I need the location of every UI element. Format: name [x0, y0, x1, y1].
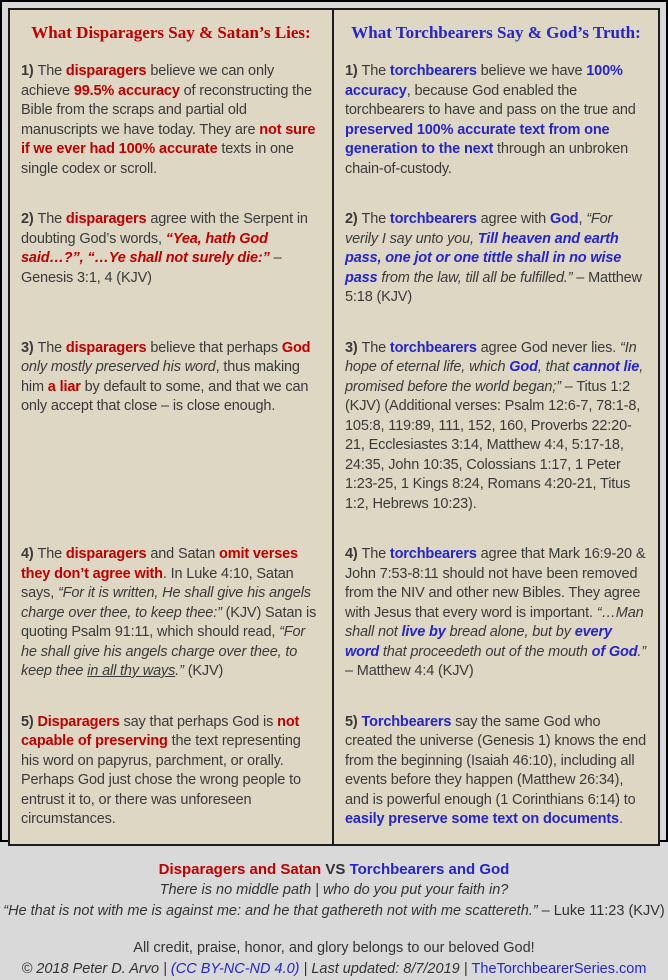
- text-segment: |: [459, 960, 472, 977]
- text-segment: believe that perhaps: [146, 339, 282, 356]
- text-segment: torchbearers: [389, 546, 477, 562]
- text-segment: .: [618, 811, 623, 827]
- footer-copyright-line: [2, 959, 666, 980]
- text-segment: The: [361, 63, 390, 79]
- left-cell-5: [10, 696, 334, 844]
- text-segment: 1): [21, 63, 38, 79]
- text-segment: 2): [345, 211, 362, 227]
- text-segment: .”: [175, 663, 184, 679]
- text-segment: There is no middle path | who do you put your faith in?: [159, 881, 509, 898]
- text-segment: VS: [321, 860, 350, 878]
- text-segment: The: [361, 339, 390, 356]
- text-segment: agree God never lies.: [476, 339, 621, 356]
- text-segment: The: [37, 63, 66, 79]
- footer: [2, 846, 666, 980]
- text-segment: “For verily I say unto you,: [345, 211, 613, 247]
- footer-luke-quote: [2, 901, 666, 922]
- cc-license-link[interactable]: (CC BY-NC-ND 4.0): [170, 960, 300, 977]
- torchbearer-series-link[interactable]: TheTorchbearerSeries.com: [471, 960, 647, 977]
- text-segment: God: [549, 211, 579, 227]
- right-cell-5: [334, 696, 658, 844]
- text-segment: say the same God who created the universe (Genesis 1) knows the end from the beginning (Isaiah 46:10), including all events before they happen (Matthew 26:34), and is powerful enough (1 Corinthians 6:14) to: [345, 713, 646, 808]
- left-column-header: What Disparagers Say & Satan’s Lies:: [10, 10, 334, 45]
- text-segment: – Genesis 3:1, 4 (KJV): [21, 250, 282, 286]
- text-segment: God: [281, 339, 311, 356]
- text-segment: texts in one single codex or scroll.: [21, 141, 294, 177]
- left-item-5: [21, 713, 322, 830]
- text-segment: only mostly preserved his word: [21, 359, 216, 375]
- right-cell-3: [334, 322, 658, 529]
- text-segment: 5): [21, 713, 38, 730]
- text-segment: “He that is not with me is against me: and he that gathereth not with me scattereth.”: [3, 902, 538, 919]
- text-segment: .”: [637, 643, 646, 660]
- text-segment: Disparagers and Satan: [158, 860, 322, 878]
- text-segment: , that: [537, 359, 574, 375]
- left-item-2: [21, 210, 322, 288]
- text-segment: |: [299, 960, 312, 977]
- right-item-1: [345, 62, 648, 179]
- text-segment: 4): [345, 546, 362, 562]
- text-segment: Disparagers: [37, 713, 120, 730]
- text-segment: Last updated: 8/7/2019: [311, 960, 460, 977]
- right-cell-1: [334, 45, 658, 193]
- text-segment: 99.5% accuracy: [73, 82, 180, 99]
- text-segment: Till heaven and earth pass, one jot or one tittle shall in no wise pass: [345, 230, 622, 286]
- right-cell-2: [334, 193, 658, 322]
- text-segment: in all thy ways: [87, 663, 176, 679]
- text-segment: – Titus 1:2 (KJV) (Additional verses: Psalm 12:6-7, 78:1-8, 105:8, 119:89, 111, 152, 160, Proverbs 22:20-21, Ecclesiastes 3:14, Matthew 4:4, 5:17-18, 24:35, John 10:35, Colossians 1:17, 1 Peter 1:23-25, 1 Kings 8:24, Romans 4:20-21, Titus 1:2, Hebrews 10:23).: [345, 378, 641, 512]
- text-segment: torchbearers: [389, 211, 477, 227]
- text-segment: agree with: [476, 211, 550, 227]
- text-segment: . In Luke 4:10, Satan says,: [21, 565, 294, 601]
- text-segment: – Matthew 5:18 (KJV): [345, 269, 642, 305]
- text-segment: Torchbearers: [361, 713, 452, 730]
- right-item-2: [345, 210, 648, 308]
- text-segment: disparagers: [65, 339, 147, 356]
- right-cell-4: [334, 528, 658, 696]
- text-segment: ,: [578, 211, 587, 227]
- text-segment: agree with the Serpent in doubting God’s words,: [21, 211, 308, 247]
- text-segment: disparagers: [65, 211, 147, 227]
- text-segment: preserved 100% accurate text from one generation to the next: [345, 121, 610, 157]
- text-segment: 1): [345, 63, 362, 79]
- text-segment: 3): [345, 339, 362, 356]
- text-segment: Torchbearers and God: [349, 860, 510, 878]
- text-segment: 100% accuracy: [345, 63, 623, 99]
- right-item-5: [345, 713, 648, 830]
- text-segment: 4): [21, 546, 38, 562]
- text-segment: The: [37, 339, 66, 356]
- comparison-table: [8, 8, 660, 846]
- text-segment: that proceedeth out of the mouth: [379, 643, 592, 660]
- text-segment: “In hope of eternal life, which: [345, 339, 637, 375]
- text-segment: live by: [401, 624, 446, 640]
- left-cell-1: [10, 45, 334, 193]
- text-segment: believe we can only achieve: [21, 63, 275, 99]
- text-segment: “For he shall give his angels charge over thee, to keep thee: [21, 624, 306, 679]
- text-segment: not sure if we ever had 100% accurate: [21, 121, 316, 157]
- text-segment: every word: [345, 624, 612, 660]
- text-segment: of God: [591, 643, 638, 660]
- text-segment: , promised before the world began;”: [345, 359, 644, 395]
- footer-vs-line: [2, 859, 666, 880]
- text-segment: and Satan: [146, 546, 219, 562]
- text-segment: through an unbroken chain-of-custody.: [345, 141, 629, 177]
- text-segment: 5): [345, 713, 362, 730]
- text-segment: say that perhaps God is: [119, 713, 278, 730]
- text-segment: The: [37, 546, 66, 562]
- text-segment: the text representing his word on papyrus, parchment, or orally. Perhaps God just chose the wrong people to entrust it to, or there was unforeseen circumstances.: [21, 733, 301, 827]
- text-segment: 3): [21, 339, 38, 356]
- text-segment: , thus making him: [21, 359, 300, 395]
- footer-credit-line: All credit, praise, honor, and glory belongs to our beloved God!: [133, 939, 535, 956]
- text-segment: by default to some, and that we can only accept that close – is close enough.: [21, 378, 309, 414]
- left-item-4: [21, 545, 322, 682]
- text-segment: of reconstructing the Bible from the scraps and partial old manuscripts we have today. They are: [21, 82, 312, 138]
- text-segment: The: [361, 546, 390, 562]
- left-item-1: [21, 62, 322, 179]
- text-segment: (KJV) Satan is quoting Psalm 91:11, which should read,: [21, 604, 317, 640]
- left-cell-4: [10, 528, 334, 696]
- text-segment: agree that Mark 16:9-20 & John 7:53-8:11 should not have been removed from the NIV and other new Bibles. They agree with Jesus that every word is important.: [345, 546, 646, 621]
- text-segment: disparagers: [65, 546, 147, 562]
- text-segment: “Yea, hath God said…?”, “…Ye shall not surely die:”: [21, 230, 270, 266]
- text-segment: omit verses they don’t agree with: [21, 546, 298, 582]
- text-segment: disparagers: [65, 63, 147, 79]
- footer-middle-path-line: [2, 880, 666, 901]
- text-segment: The: [37, 211, 66, 227]
- text-segment: 2): [21, 211, 38, 227]
- left-cell-3: [10, 322, 334, 529]
- text-segment: © 2018 Peter D. Arvo |: [21, 960, 171, 977]
- right-item-4: [345, 545, 648, 682]
- text-segment: – Matthew 4:4 (KJV): [345, 663, 474, 679]
- text-segment: bread alone, but by: [445, 624, 575, 640]
- text-segment: cannot lie: [573, 359, 640, 375]
- left-cell-2: [10, 193, 334, 322]
- text-segment: not capable of preserving: [21, 713, 300, 749]
- text-segment: believe we have: [476, 63, 587, 79]
- text-segment: torchbearers: [389, 339, 477, 356]
- text-segment: “…Man shall not: [345, 604, 644, 640]
- text-segment: , because God enabled the torchbearers to have and pass on the true and: [345, 82, 636, 118]
- text-segment: – Luke 11:23 (KJV): [537, 902, 665, 919]
- text-segment: from the law, till all be fulfilled.”: [377, 269, 573, 286]
- text-segment: a liar: [47, 378, 81, 395]
- text-segment: torchbearers: [389, 63, 477, 79]
- text-segment: God: [509, 359, 538, 375]
- text-segment: easily preserve some text on documents: [345, 811, 619, 827]
- left-item-3: [21, 339, 322, 417]
- text-segment: (KJV): [183, 663, 224, 679]
- right-column-header: What Torchbearers Say & God’s Truth:: [351, 23, 641, 42]
- text-segment: “For it is written, He shall give his angels charge over thee, to keep thee:”: [21, 585, 311, 621]
- text-segment: The: [361, 211, 390, 227]
- right-item-3: [345, 339, 648, 515]
